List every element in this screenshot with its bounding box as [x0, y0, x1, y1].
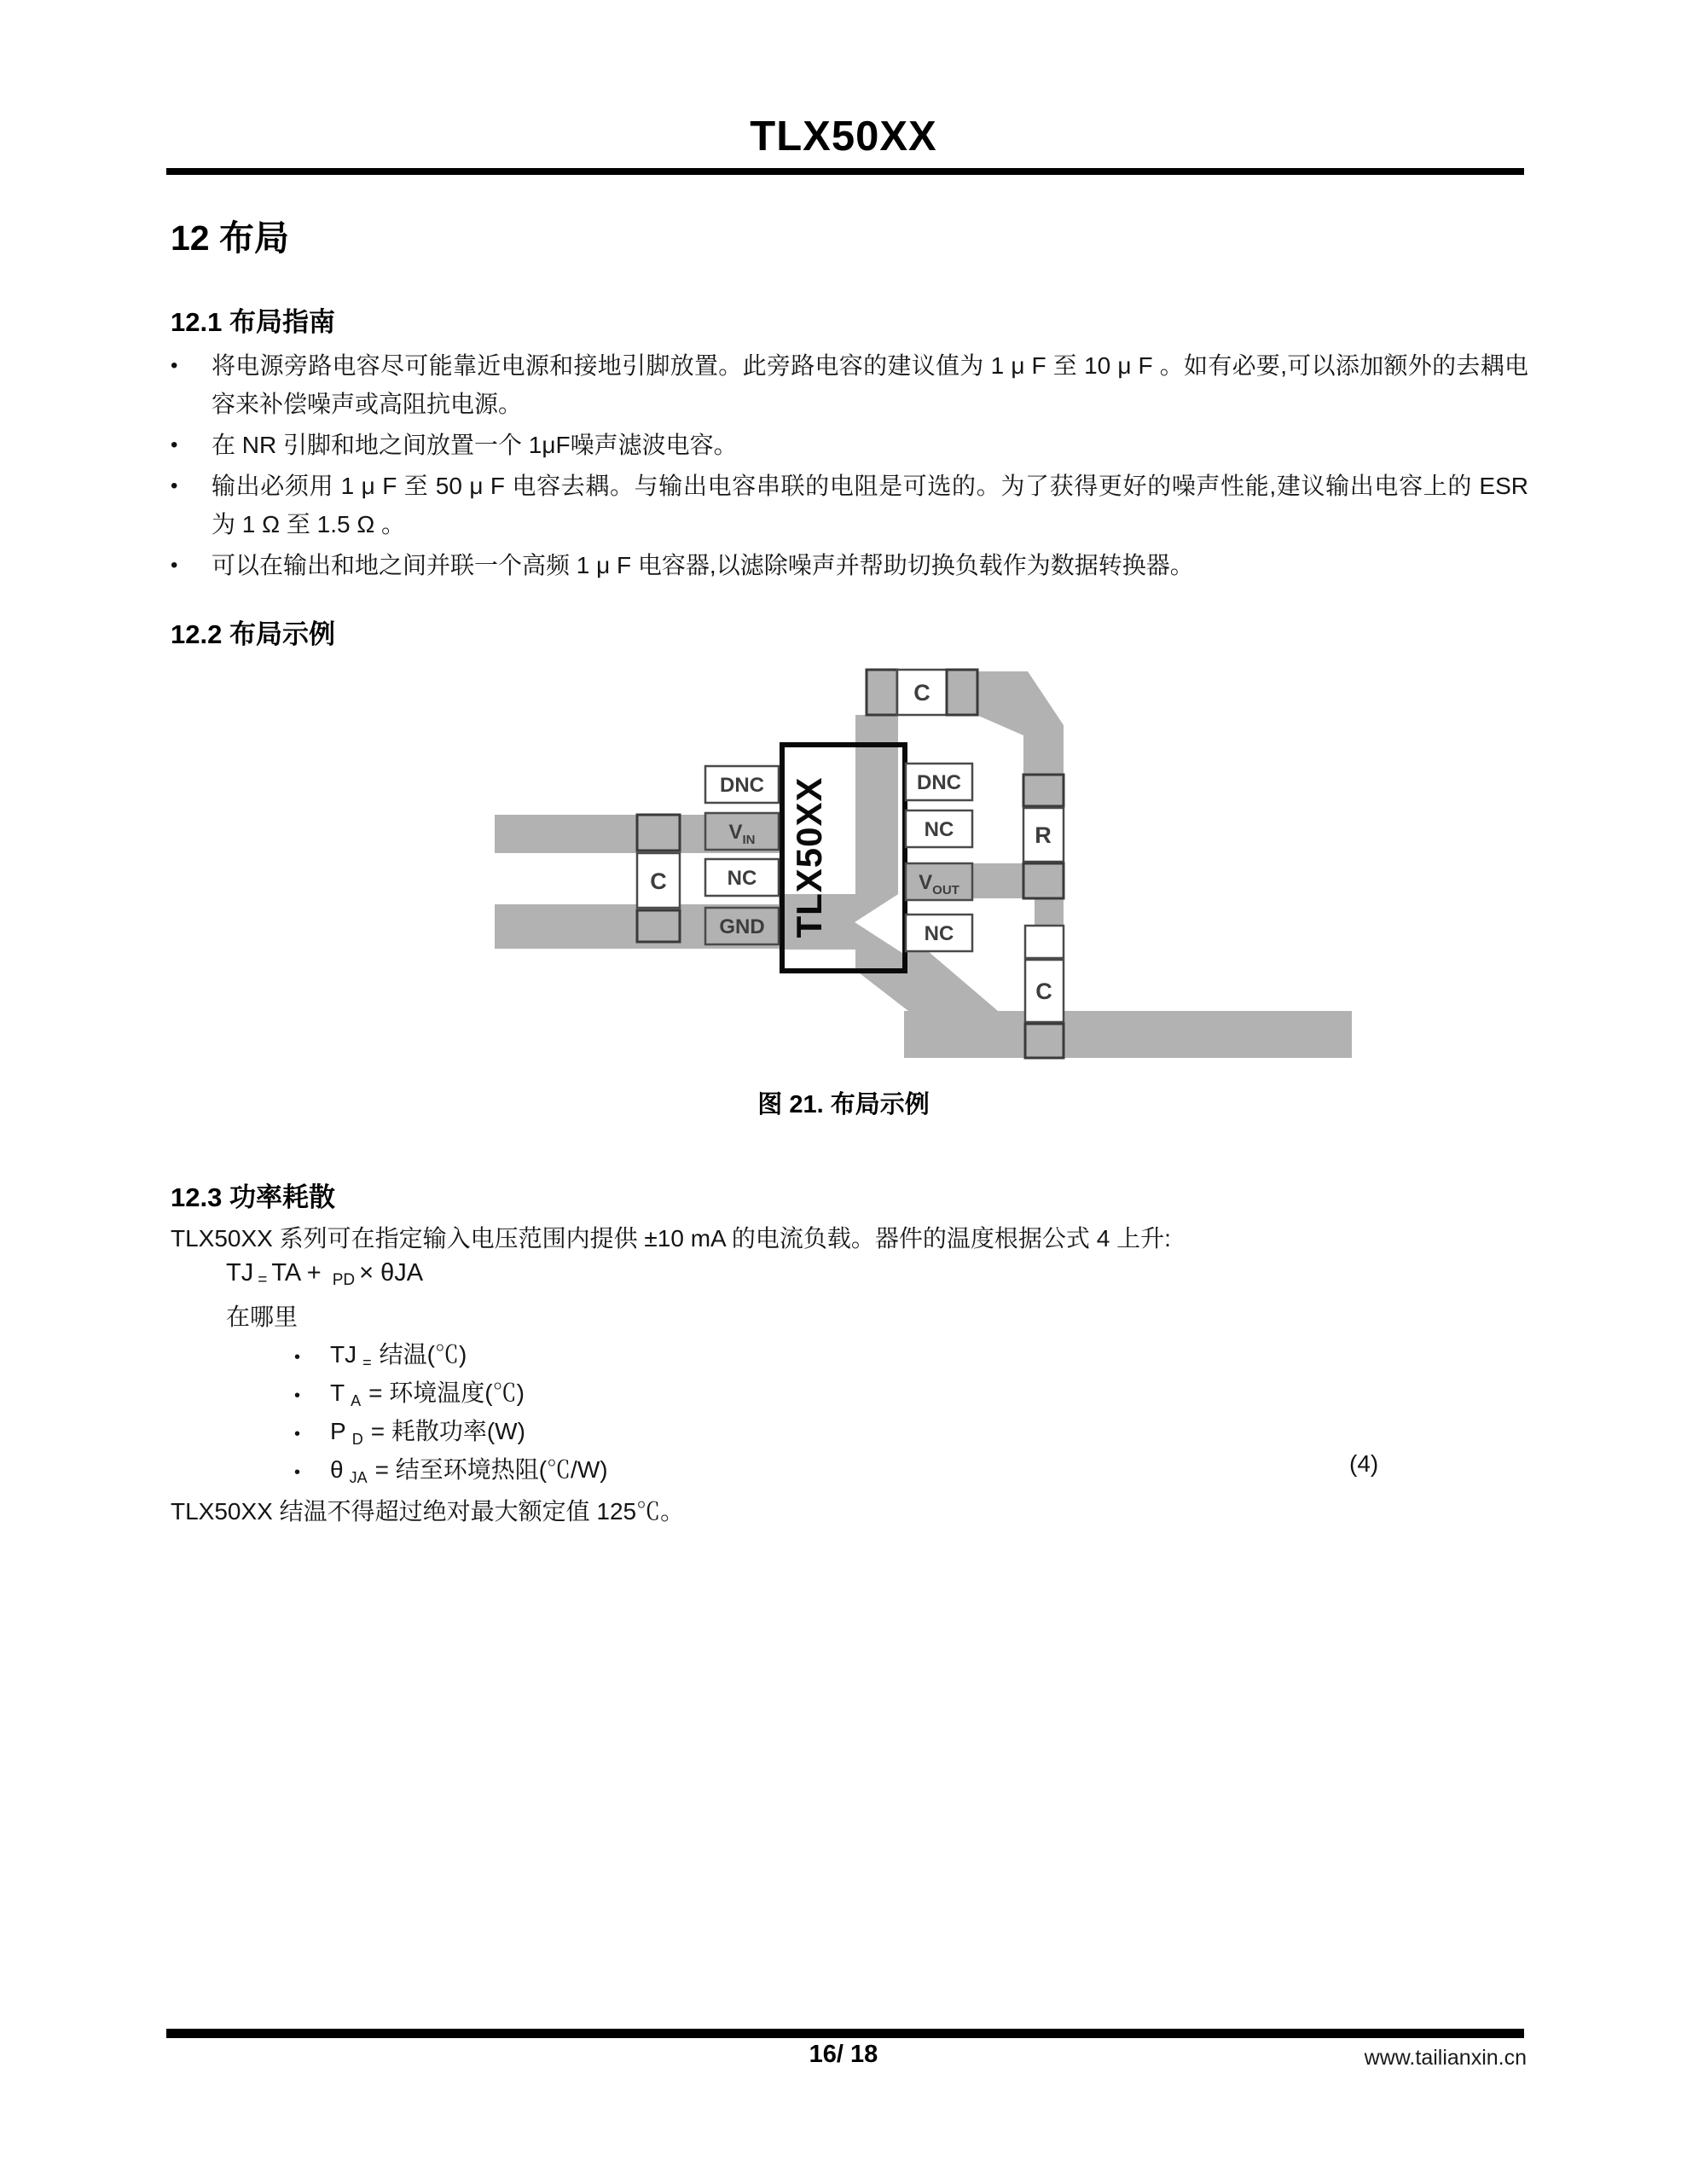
variable-definition: = 环境温度(℃) [368, 1380, 525, 1406]
page-number: 16/ 18 [809, 2041, 878, 2068]
layout-guideline-list [171, 346, 1528, 587]
formula-term: TA + [271, 1259, 322, 1287]
list-item [171, 546, 1528, 584]
bullet-marker: • [294, 1463, 301, 1482]
formula-term: × θJA [359, 1259, 424, 1287]
chip-label: TLX50XX [789, 776, 829, 938]
variable-subscript: JA [349, 1469, 368, 1486]
formula-equals: = [258, 1271, 268, 1289]
list-item-text: 可以在输出和地之间并联一个高频 1 μ F 电容器,以滤除噪声并帮助切换负载作为数据转换器。 [212, 552, 1194, 578]
bullet-marker: • [294, 1348, 301, 1367]
variable-subscript: A [351, 1392, 362, 1409]
bullet-marker: • [171, 433, 178, 456]
pin-nc-left-label: NC [727, 867, 757, 890]
header-rule [166, 168, 1524, 175]
bullet-marker: • [171, 554, 178, 577]
resistor-pad-top [1023, 775, 1064, 806]
cap-top-label: C [913, 680, 930, 706]
resistor-pad-bottom [1023, 863, 1064, 898]
pin-vin-label: $V_{IN}$ [728, 821, 756, 847]
resistor-label: R [1035, 822, 1052, 848]
cap-top-pad-right [947, 670, 977, 715]
variable-symbol: θ [330, 1456, 344, 1483]
variable-symbol: P [330, 1418, 346, 1444]
pin-dnc-right-label: DNC [917, 771, 961, 794]
layout-example-figure [478, 653, 1365, 1071]
section-12-heading: 12 布局 [171, 218, 289, 258]
pin-nc-right-1-label: NC [924, 818, 954, 841]
figure-caption: 图 21. 布局示例 [757, 1091, 930, 1118]
section-12-2-heading: 12.2 布局示例 [171, 619, 335, 649]
section-12-1-heading: 12.1 布局指南 [171, 307, 335, 337]
bottom-ground-plane [904, 1011, 1352, 1058]
pin-gnd-label: GND [719, 915, 765, 938]
variable-subscript: D [351, 1431, 363, 1448]
list-item [294, 1413, 1318, 1451]
pin-nc-right-2-label: NC [924, 922, 954, 945]
variable-definition-list [294, 1336, 1318, 1490]
cap-left-label: C [650, 868, 667, 894]
section-12-3-heading: 12.3 功率耗散 [171, 1182, 335, 1212]
list-item [171, 426, 1528, 464]
power-dissipation-closing: TLX50XX 结温不得超过绝对最大额定值 125℃。 [171, 1498, 685, 1525]
list-item-text: 将电源旁路电容尽可能靠近电源和接地引脚放置。此旁路电容的建议值为 1 μ F 至 10 μ F 。如有必要,可以添加额外的去耦电容来补偿噪声或高阻抗电源。 [212, 352, 1528, 417]
cap-right-pad-bottom [1025, 1024, 1064, 1058]
equation-4 [226, 1259, 423, 1287]
resistor-cap-connector [1035, 898, 1064, 927]
list-item [171, 467, 1528, 543]
website-text: www.tailianxin.cn [1364, 2046, 1527, 2070]
bullet-marker: • [294, 1425, 301, 1443]
variable-symbol: T [330, 1380, 345, 1406]
variable-definition: = 耗散功率(W) [370, 1418, 525, 1444]
bullet-marker: • [294, 1386, 301, 1405]
variable-definition: 结温(℃) [379, 1341, 467, 1368]
where-label: 在哪里 [226, 1304, 299, 1330]
bullet-marker: • [171, 354, 178, 377]
power-dissipation-intro: TLX50XX 系列可在指定输入电压范围内提供 ±10 mA 的电流负载。器件的温度根据公式 4 上升: [171, 1225, 1171, 1252]
cap-right-pad-top [1025, 926, 1064, 958]
footer-rule [166, 2029, 1524, 2038]
variable-subscript: = [362, 1354, 372, 1371]
pin-dnc-left-label: DNC [720, 774, 764, 797]
list-item [294, 1451, 1318, 1490]
cap-right-label: C [1035, 979, 1052, 1004]
list-item [171, 346, 1528, 423]
formula-subscript: PD [332, 1271, 356, 1289]
bullet-marker: • [171, 474, 178, 497]
cap-top-pad-left [867, 670, 897, 715]
formula-term: TJ [226, 1259, 254, 1287]
variable-definition: = 结至环境热阻(℃/W) [374, 1456, 608, 1483]
list-item-text: 在 NR 引脚和地之间放置一个 1μF噪声滤波电容。 [212, 432, 738, 458]
top-right-trace [977, 671, 1064, 775]
pin-vout-label: $V_{OUT}$ [919, 871, 959, 897]
page-title: TLX50XX [750, 113, 937, 160]
list-item [294, 1374, 1318, 1413]
cap-left-pad-top [637, 815, 680, 851]
equation-number: (4) [1349, 1450, 1379, 1477]
list-item-text: 输出必须用 1 μ F 至 50 μ F 电容去耦。与输出电容串联的电阻是可选的。为了获得更好的噪声性能,建议输出电容上的 ESR 为 1 Ω 至 1.5 Ω 。 [212, 473, 1528, 537]
variable-symbol: TJ [330, 1341, 357, 1368]
cap-left-pad-bottom [637, 910, 680, 942]
list-item [294, 1336, 1318, 1374]
